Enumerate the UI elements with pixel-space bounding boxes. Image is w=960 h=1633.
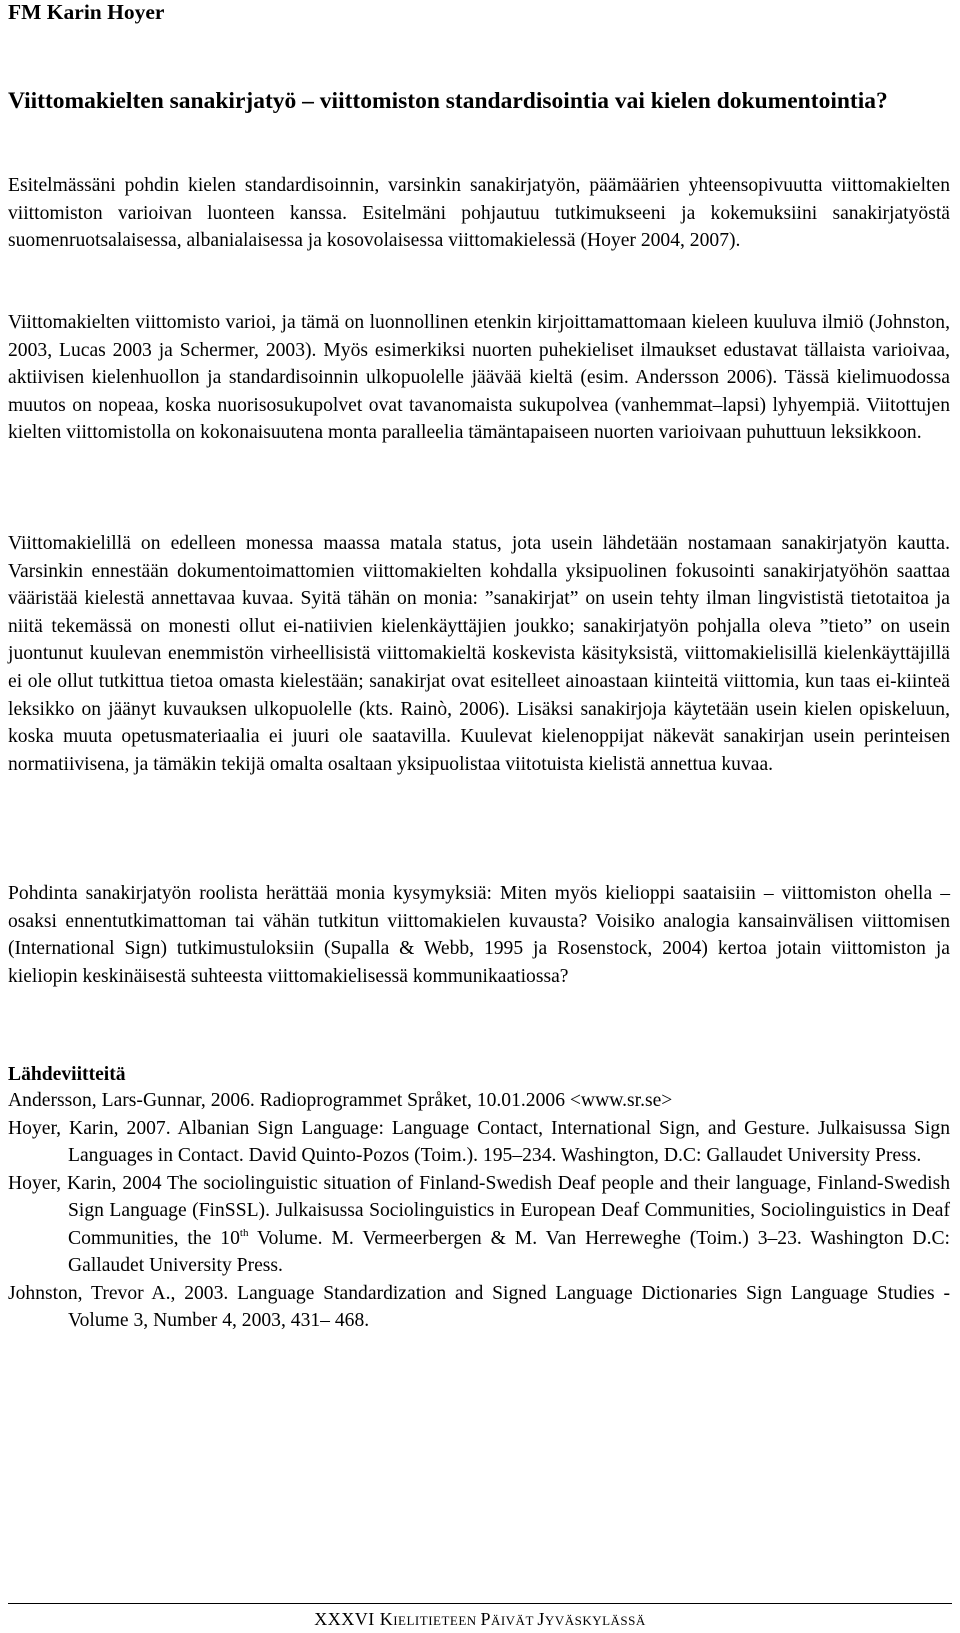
footer-text: YVÄSKYLÄSSÄ xyxy=(544,1613,646,1628)
reference-item: Andersson, Lars-Gunnar, 2006. Radioprogrammet Språket, 10.01.2006 <www.sr.se> xyxy=(8,1090,673,1111)
reference-text: Volume. M. Vermeerbergen & M. Van Herreweghe (Toim.) 3–23. Washington D.C: Gallaudet University Press. xyxy=(68,1227,950,1276)
paragraph-1: Esitelmässäni pohdin kielen standardisoinnin, varsinkin sanakirjatyön, päämäärien yhteensopivuutta viittomakielten viittomiston varioivan luonteen kanssa. Esitelmäni pohjautuu tutkimukseeni ja kokemuksiini sanakirjatyöstä suomenruotsalaisessa, albanialaisessa ja kosovolaisessa viittomakielessä (Hoyer 2004, 2007). xyxy=(8,175,950,252)
page-footer xyxy=(8,1608,952,1632)
reference-superscript: th xyxy=(239,1226,249,1239)
footer-text: ÄIVÄT xyxy=(490,1613,538,1628)
references-list xyxy=(8,1087,950,1335)
reference-item: Johnston, Trevor A., 2003. Language Standardization and Signed Language Dictionaries Sign Language Studies - Volume 3, Number 4, 2003, 431– 468. xyxy=(8,1282,950,1331)
paragraph-2: Viittomakielten viittomisto varioi, ja tämä on luonnollinen etenkin kirjoittamattomaan kieleen kuuluva ilmiö (Johnston, 2003, Lucas 2003 ja Schermer, 2003). Myös esimerkiksi nuorten puhekieliset ilmaukset edustavat tällaista varioivaa, aktiivisen kielenhuollon ja standardisoinnin ulkopuolelle jäävää kieltä (esim. Andersson 2006). Tässä kielimuodossa muutos on nopeaa, koska nuorisosukupolvet ovat tavanomaista sukupolvea (vanhemmat–lapsi) lyhyempiä. Viitottujen kielten viittomistolla on kokonaisuutena monta paralleelia tämäntapaiseen nuorten varioivaan puhuttuun leksikkoon. xyxy=(8,312,950,444)
reference-item: Hoyer, Karin, 2007. Albanian Sign Language: Language Contact, International Sign, and Gesture. Julkaisussa Sign Languages in Contact. David Quinto-Pozos (Toim.). 195–234. Washington, D.C: Gallaudet University Press. xyxy=(8,1117,950,1166)
reference-text: Hoyer, Karin, 2004 The sociolinguistic situation of Finland-Swedish Deaf people and their language, Finland-Swedish Sign Language (FinSSL). Julkaisussa Sociolinguistics in European Deaf Communities, Sociolinguistics in Deaf Communities, the 10 xyxy=(8,1172,950,1249)
footer-text: P xyxy=(480,1609,491,1629)
paragraph-3: Viittomakielillä on edelleen monessa maassa matala status, jota usein lähdetään nostamaan sanakirjatyön kautta. Varsinkin ennestään dokumentoimattomien viittomakielten kohdalla yksipuolinen fokusointi sanakirjatyöhön saattaa vääristää kielestä annettavaa kuvaa. Syitä tähän on monia: ”sanakirjat” on usein tehty ilman lingvististä tietotaitoa ja niitä tekemässä on monesti ollut ei-natiivien kielenkäyttäjien joukko; sanakirjatyön pohjalla oleva ”tieto” on usein juontunut kuulevan enemmistön virheellisistä viittomakieltä koskevista käsityksistä, viittomakielisillä kielenkäyttäjillä ei ole ollut tutkittua tietoa omasta kielestään; sanakirjat ovat esitelleet ainoastaan kiinteitä viittomia, kun taas ei-kiinteä leksikko on jäänyt kuvauksen ulkopuolelle (kts. Rainò, 2006). Lisäksi sanakirjoja käytetään usein kielen opiskeluun, koska muuta opetusmateriaalia ei juuri ole saatavilla. Kuulevat kielenoppijat näkevät sanakirjan usein perinteisen normatiivisena, ja tämäkin tekijä omalta osaltaan yksipuolistaa viitotuista kielistä annettua kuvaa. xyxy=(8,533,950,775)
paragraph-4: Pohdinta sanakirjatyön roolista herättää monia kysymyksiä: Miten myös kielioppi saataisiin – viittomiston ohella – osaksi ennentutkimattoman tai vähän tutkitun viittomakielen kuvausta? Voisiko analogia kansainvälisen viittomisen (International Sign) tutkimustuloksiin (Supalla & Webb, 1995 ja Rosenstock, 2004) kertoa jotain viittomiston ja kieliopin keskinäisestä suhteesta viittomakielisessä kommunikaatiossa? xyxy=(8,883,950,987)
article-title: Viittomakielten sanakirjatyö – viittomiston standardisointia vai kielen dokumentointia? xyxy=(8,88,888,114)
footer-text: J xyxy=(537,1609,545,1629)
references-heading: Lähdeviitteitä xyxy=(8,1064,126,1085)
footer-text: IELITIETEEN xyxy=(393,1613,481,1628)
author-header: FM Karin Hoyer xyxy=(8,0,165,24)
footer-divider xyxy=(8,1603,952,1604)
footer-text: K xyxy=(379,1609,394,1629)
reference-item xyxy=(8,1170,950,1280)
footer-number: XXXVI xyxy=(314,1609,380,1629)
